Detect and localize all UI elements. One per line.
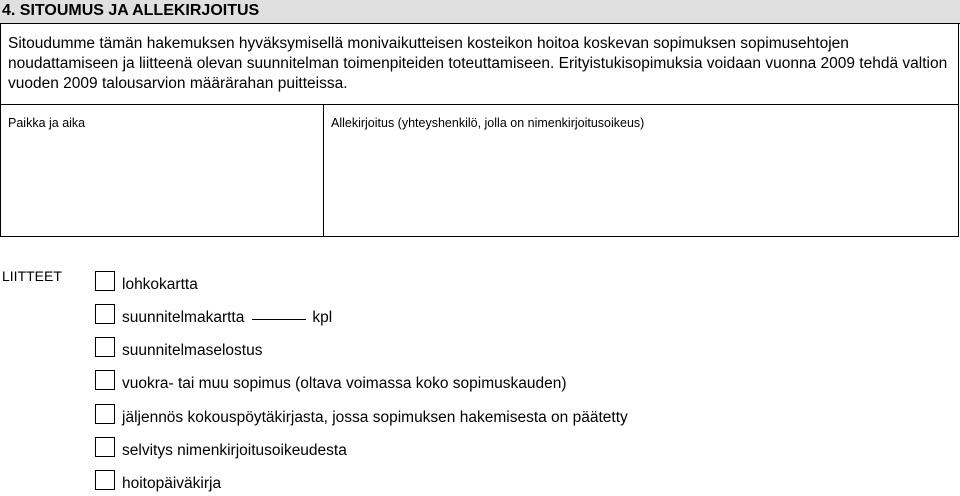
commitment-box	[0, 24, 959, 104]
nimenkirjoitusoikeus-checkbox[interactable]	[95, 437, 115, 457]
suunnitelmakartta-checkbox[interactable]	[95, 304, 115, 324]
attachment-label: suunnitelmakartta	[122, 309, 245, 326]
attachment-item-nimenkirjoitusoikeus	[95, 437, 895, 461]
attachment-label: hoitopäiväkirja	[122, 475, 222, 492]
attachment-item-suunnitelmaselostus	[95, 337, 895, 361]
attachments-label: LIITTEET	[2, 268, 62, 284]
signature-label: Allekirjoitus (yhteyshenkilö, jolla on nimenkirjoitusoikeus)	[331, 116, 645, 130]
count-unit: kpl	[312, 309, 333, 326]
place-date-label: Paikka ja aika	[8, 116, 86, 130]
attachment-label-with-count	[122, 309, 332, 327]
attachment-label: jäljennös kokouspöytäkirjasta, jossa sopimuksen hakemisesta on päätetty	[122, 409, 628, 426]
map-count-blank[interactable]	[252, 319, 306, 320]
signature-table	[0, 104, 959, 237]
attachment-item-hoitopaivakirja	[95, 470, 895, 494]
attachment-label: lohkokartta	[122, 276, 198, 293]
attachment-item-vuokrasopimus	[95, 370, 895, 394]
attachment-label: vuokra- tai muu sopimus (oltava voimassa koko sopimuskauden)	[122, 375, 567, 392]
attachment-item-kokouspoytakirja	[95, 404, 895, 428]
section-title: 4. SITOUMUS JA ALLEKIRJOITUS	[0, 0, 960, 24]
kokouspoytakirja-checkbox[interactable]	[95, 404, 115, 424]
commitment-text: Sitoudumme tämän hakemuksen hyväksymisellä monivaikutteisen kosteikon hoitoa koskevan sopimuksen sopimusehtojen noudattamiseen ja liitteenä olevan suunnitelman toimenpiteiden toteuttamiseen. Erityistukisopimuksia voidaan vuonna 2009 tehdä valtion vuoden 2009 talousarvion määrärahan puitteissa.	[8, 35, 948, 92]
signature-divider	[323, 105, 324, 236]
hoitopaivakirja-checkbox[interactable]	[95, 470, 115, 490]
lohkokartta-checkbox[interactable]	[95, 271, 115, 291]
attachment-label: suunnitelmaselostus	[122, 342, 263, 359]
attachment-item-lohkokartta	[95, 271, 895, 295]
attachment-label: selvitys nimenkirjoitusoikeudesta	[122, 442, 347, 459]
vuokrasopimus-checkbox[interactable]	[95, 370, 115, 390]
suunnitelmaselostus-checkbox[interactable]	[95, 337, 115, 357]
attachment-item-suunnitelmakartta	[95, 304, 895, 328]
